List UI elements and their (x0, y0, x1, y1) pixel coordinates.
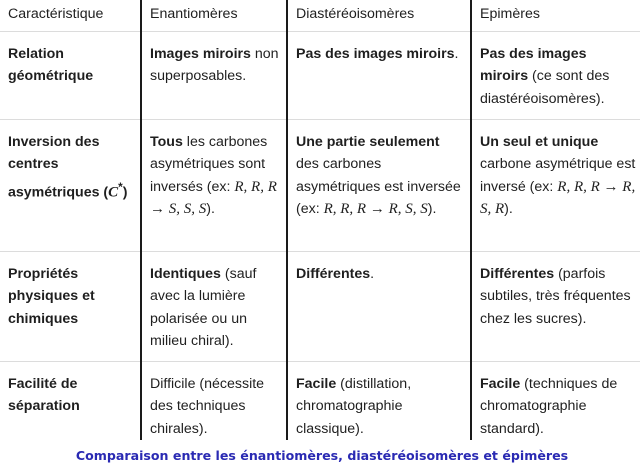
cell-epimers-inversion (471, 119, 640, 251)
cell-text: (distillation, chromatographie classique). (296, 375, 412, 437)
header-enantiomers: Enantiomères (141, 0, 287, 31)
table-row (0, 251, 640, 361)
cell-bold-text: Tous (150, 133, 183, 150)
cell-bold-text: Facile (296, 375, 337, 392)
cell-enantiomers-geometric (141, 31, 287, 119)
cell-text: non superposables. (150, 45, 279, 84)
cell-text: des carbones asymétriques est inversée (ex: (296, 156, 461, 217)
row-label-inversion (0, 119, 141, 251)
cell-bold-text: Différentes (296, 265, 371, 282)
cell-bold-text: Facile (480, 375, 521, 392)
cell-text-end: ). (427, 201, 437, 217)
row-label-text-end: ) (122, 184, 128, 201)
config-to: S, S, S (168, 201, 207, 217)
cell-bold-text: Différentes (480, 265, 555, 282)
cell-epimers-properties (471, 251, 640, 361)
cell-text-end: ). (206, 201, 215, 217)
cell-bold-text: Identiques (150, 265, 221, 282)
row-label-geometric-relation: Relation géométrique (0, 31, 141, 119)
cell-enantiomers-inversion (141, 119, 287, 251)
table-row (0, 361, 640, 440)
row-label-properties: Propriétés physiques et chimiques (0, 251, 141, 361)
row-label-text: Inversion des centres asymétriques ( (8, 133, 109, 201)
cell-text: . (454, 45, 459, 62)
header-diastereomers: Diastéréoisomères (287, 0, 471, 31)
cell-text: Difficile (nécessite des techniques chirales). (150, 375, 265, 437)
config-from: R, R, R (234, 178, 277, 195)
table-caption: Comparaison entre les énantiomères, diastéréoisomères et épimères (75, 448, 569, 463)
cell-text: (sauf avec la lumière polarisée ou un milieu chiral). (150, 265, 257, 349)
row-label-separation: Facilité de séparation (8, 375, 80, 414)
arrow-icon: → (366, 201, 389, 217)
config-to: R, S, R (480, 178, 636, 217)
cell-bold-text: Un seul et unique (480, 133, 599, 150)
cell-text-end: ). (504, 201, 513, 217)
cell-text: (ce sont des diastéréoisomères). (480, 68, 610, 107)
header-epimers: Epimères (471, 0, 640, 31)
cell-bold-text: Pas des images miroirs (480, 45, 587, 84)
table-row (0, 119, 640, 251)
cell-text: (parfois subtiles, très fréquentes chez les sucres). (480, 265, 631, 327)
asterisk-superscript: * (118, 179, 123, 194)
cell-text: les carbones asymétriques sont inversés (ex: (150, 133, 268, 195)
header-row (0, 0, 640, 31)
cell-epimers-separation (471, 361, 640, 440)
header-characteristic: Caractéristique (0, 0, 141, 31)
table-row (0, 31, 640, 119)
cell-enantiomers-separation (141, 361, 287, 440)
cell-text: . (370, 265, 375, 282)
cell-bold-text: Images miroirs (150, 45, 251, 62)
cell-diastereomers-geometric (287, 31, 471, 119)
arrow-icon: → (599, 178, 623, 195)
carbon-symbol: C (108, 184, 119, 201)
cell-text: carbone asymétrique est inversé (ex: (480, 156, 636, 195)
cell-bold-text: Pas des images miroirs (296, 45, 455, 62)
cell-enantiomers-properties (141, 251, 287, 361)
config-from: R, R, R (323, 201, 367, 217)
arrow-icon: → (150, 201, 169, 217)
config-to: R, S, S (388, 201, 428, 217)
cell-diastereomers-separation (287, 361, 471, 440)
cell-text: (techniques de chromatographie standard). (480, 375, 618, 437)
cell-diastereomers-properties (287, 251, 471, 361)
cell-epimers-geometric (471, 31, 640, 119)
config-from: R, R, R (557, 178, 600, 195)
cell-bold-text: Une partie seulement (296, 133, 440, 150)
cell-diastereomers-inversion (287, 119, 471, 251)
